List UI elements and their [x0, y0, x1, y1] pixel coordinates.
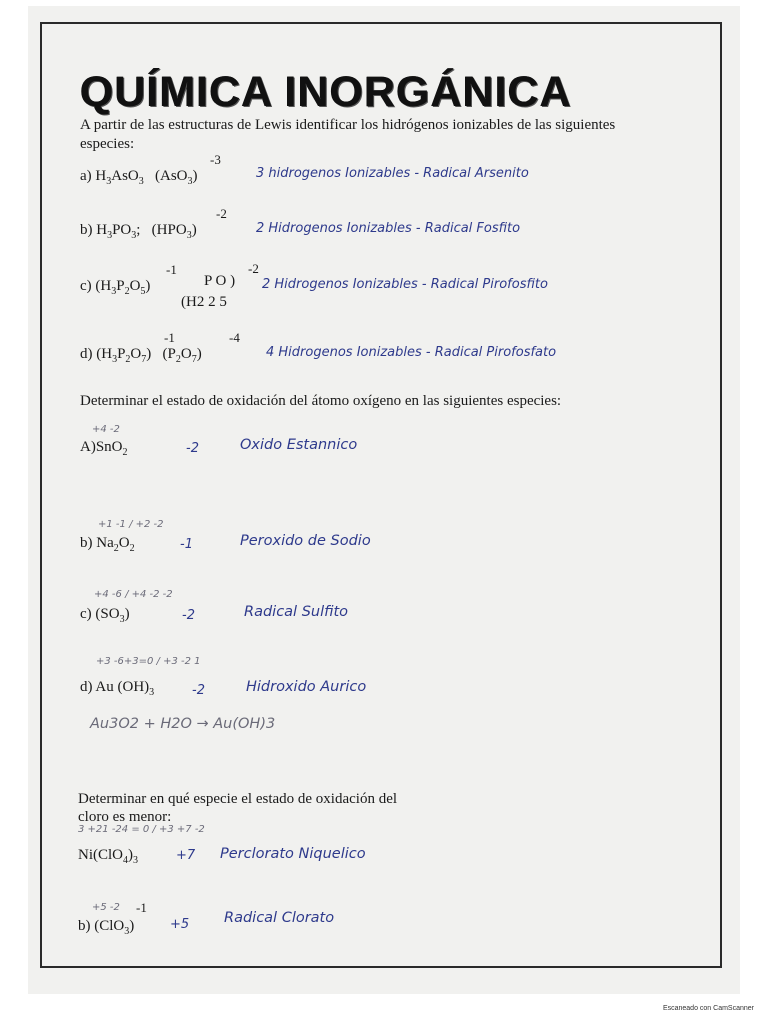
section1-prompt: A partir de las estructuras de Lewis identificar los hidrógenos ionizables de las siguientes	[80, 117, 616, 133]
item2-d-label: d) Au $(OH)_3$	[80, 679, 155, 698]
item-b-charge: -2	[216, 206, 227, 221]
item-a-label: a) $H_3AsO_3$ (AsO$_3$)	[80, 168, 198, 187]
item2-b-notes: +1 -1 / +2 -2	[98, 519, 164, 530]
item2-b-answer: Peroxido de Sodio	[240, 533, 371, 549]
item-c-label-b-bottom: (H2 2 5	[181, 294, 227, 310]
item2-a-notes: +4 -2	[92, 424, 120, 435]
item2-d-notes: +3 -6+3=0 / +3 -2 1	[96, 656, 201, 667]
item3-b-notes: +5 -2	[92, 902, 120, 913]
item3-a-notes: 3 +21 -24 = 0 / +3 +7 -2	[78, 824, 205, 835]
item-b-label: b) $H_3PO_3$; $(HPO_3)$	[80, 222, 197, 241]
item2-a-ox: -2	[186, 441, 199, 456]
section3-prompt: Determinar en qué especie el estado de oxidación del	[78, 791, 398, 807]
item-c-charge-a: -1	[166, 262, 177, 277]
item3-b-ox: +5	[170, 917, 190, 932]
item2-d-ox: -2	[192, 683, 205, 698]
item2-a-answer: Oxido Estannico	[240, 437, 358, 453]
item-c-answer: 2 Hidrogenos Ionizables - Radical Pirofosfito	[262, 277, 548, 292]
item-c-charge-b: -2	[248, 261, 259, 276]
section1-prompt-cont: especies:	[80, 136, 135, 152]
item3-a-label: $Ni(ClO_4)_3$	[78, 847, 138, 866]
item3-a-ox: +7	[176, 848, 196, 863]
item3-a-answer: Perclorato Niquelico	[220, 846, 366, 862]
item-d-charge-b: -4	[229, 330, 240, 345]
scanner-watermark: Escaneado con CamScanner	[662, 1005, 754, 1012]
item-d-answer: 4 Hidrogenos Ionizables - Radical Pirofosfato	[266, 345, 557, 360]
item-a-charge: -3	[210, 152, 221, 167]
item3-b-label: b) (ClO$_3$)	[78, 918, 135, 937]
item2-a-label: A)SnO$_2$	[80, 439, 128, 458]
item-c-label-b-top: P O )	[204, 273, 236, 289]
item2-b-label: b) $Na_2O_2$	[80, 535, 135, 554]
item3-b-answer: Radical Clorato	[224, 910, 335, 926]
item-b-answer: 2 Hidrogenos Ionizables - Radical Fosfito	[256, 221, 521, 236]
item2-c-ox: -2	[182, 608, 195, 623]
item2-c-label: c) $(SO_3)$	[80, 606, 130, 625]
item2-c-answer: Radical Sulfito	[244, 604, 349, 620]
item-a-answer: 3 hidrogenos Ionizables - Radical Arsenito	[256, 166, 529, 181]
section3-prompt-cont: cloro es menor:	[78, 809, 172, 825]
item-d-label: d) $(H_3P_2O_7)$ $(P_2O_7)$	[80, 346, 202, 365]
item2-d-equation: Au3O2 + H2O → Au(OH)3	[90, 716, 276, 732]
item2-b-ox: -1	[180, 537, 193, 552]
page-title: QUÍMICA INORGÁNICA	[80, 68, 572, 116]
item2-c-notes: +4 -6 / +4 -2 -2	[94, 589, 173, 600]
item2-d-answer: Hidroxido Aurico	[246, 679, 367, 695]
item-c-label: c) $(H_3P_2O_5)$	[80, 278, 151, 297]
item3-b-charge: -1	[136, 900, 147, 915]
item-d-charge-a: -1	[164, 330, 175, 345]
section2-prompt: Determinar el estado de oxidación del átomo oxígeno en las siguientes especies:	[80, 393, 562, 409]
